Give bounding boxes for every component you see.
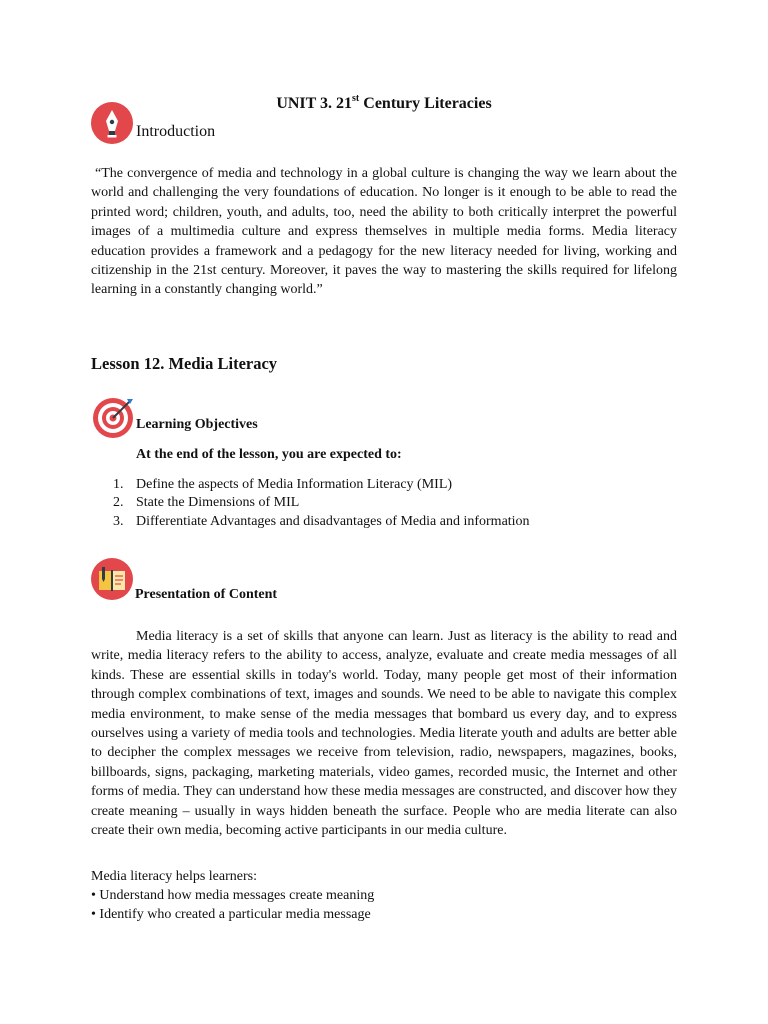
presentation-heading: Presentation of Content bbox=[135, 587, 278, 602]
introduction-quote: “The convergence of media and technology in a global culture is changing the way we learn about the world and challenging the very foundations of education. No longer is it enough to be able to read the printed word; children, youth, and adults, too, need the ability to both critically interpret the powerful images of a multimedia culture and express themselves in multiple media forms. Media literacy education provides a framework and a pedagogy for the new literacy needed for living, working and citizenship in the 21st century. Moreover, it paves the way to mastering the skills required for lifelong learning in a constantly changing world.” bbox=[91, 166, 677, 298]
list-item: 2. State the Dimensions of MIL bbox=[113, 495, 300, 511]
introduction-heading: Introduction bbox=[136, 123, 216, 140]
unit-title: UNIT 3. 21st Century Literacies bbox=[276, 93, 492, 112]
list-item: • Identify who created a particular media message bbox=[91, 907, 371, 922]
list-item: 3. Differentiate Advantages and disadvantages of Media and information bbox=[113, 513, 530, 529]
pen-nib-icon bbox=[90, 101, 134, 145]
content-paragraph: Media literacy is a set of skills that anyone can learn. Just as literacy is the ability to read and write, media literacy refers to the ability to access, analyze, evaluate and create media messages of all kinds. These are essential skills in today's world. Today, many people get most of their information through complex combinations of text, images and sounds. We need to be able to navigate this complex media environment, to make sense of the media messages that bombard us every day, and to express ourselves using a variety of media tools and technologies. Media literate youth and adults are better able to decipher the complex messages we receive from television, radio, newspapers, magazines, books, billboards, signs, packaging, marketing materials, video games, recorded music, the Internet and other forms of media. They can understand how these media messages are constructed, and discover how they create meaning – usually in ways hidden beneath the surface. People who are media literate can also create their own media, becoming active participants in our media culture. bbox=[91, 629, 677, 839]
list-item: 1. Define the aspects of Media Information Literacy (MIL) bbox=[113, 477, 453, 492]
objectives-list bbox=[113, 476, 530, 531]
helps-lead: Media literacy helps learners: bbox=[91, 869, 257, 884]
lesson-title: Lesson 12. Media Literacy bbox=[91, 354, 278, 373]
objectives-lead: At the end of the lesson, you are expected to: bbox=[136, 447, 402, 462]
open-book-icon bbox=[90, 557, 134, 601]
learning-objectives-heading: Learning Objectives bbox=[136, 417, 258, 432]
list-item: • Understand how media messages create meaning bbox=[91, 888, 375, 903]
target-icon bbox=[92, 396, 136, 440]
